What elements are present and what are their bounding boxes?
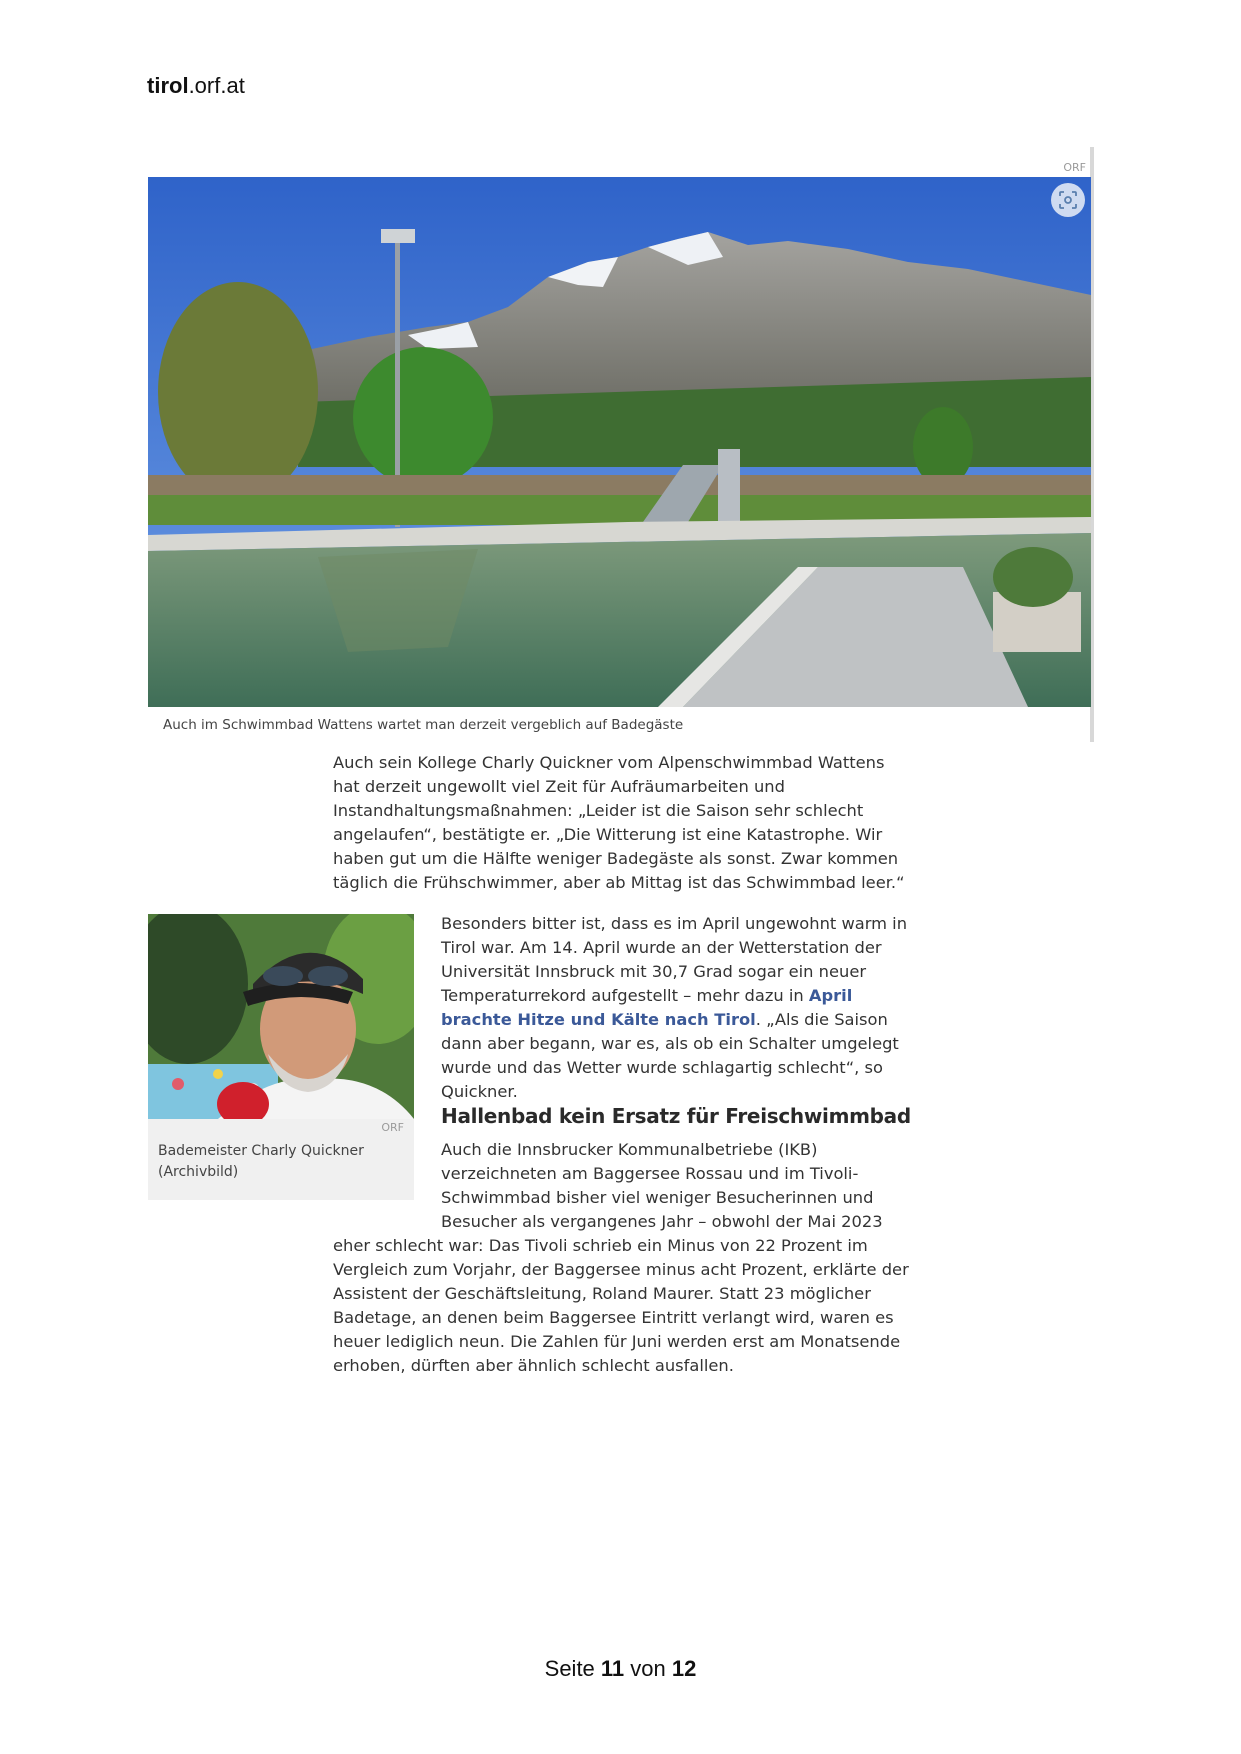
site-name-rest: .orf.at [188, 73, 245, 98]
paragraph-april-text-1: Besonders bitter ist, dass es im April ungewohnt warm in Tirol war. Am 14. April wurde an der Wetterstation der Universität Innsbruck mit 30,7 Grad sogar ein neuer Temperaturrekord aufgestellt – mehr dazu in [441, 914, 908, 1005]
paragraph-quickner-quote: Auch sein Kollege Charly Quickner vom Alpenschwimmbad Wattens hat derzeit ungewollt viel Zeit für Aufräumarbeiten und Instandhaltungsmaßnahmen: „Leider ist die Saison sehr schlecht angelaufen“, bestätigte er. „Die Witterung ist eine Katastrophe. Wir haben gut um die Hälfte weniger Badegäste als sonst. Zwar kommen täglich die Frühschwimmer, aber ab Mittag ist das Schwimmbad leer.“ [333, 753, 905, 892]
site-name[interactable] [147, 73, 245, 99]
portrait-photo-charly-quickner[interactable] [148, 914, 414, 1119]
link-april-hitze-kaelte[interactable]: April brachte Hitze und Kälte nach Tirol [441, 986, 853, 1029]
site-name-bold: tirol [147, 73, 189, 98]
zoom-button[interactable] [1051, 183, 1085, 217]
page-number-total: 12 [671, 1656, 697, 1681]
section-heading: Hallenbad kein Ersatz für Freischwimmbad [441, 1104, 911, 1128]
page-number-current: 11 [600, 1656, 625, 1681]
paragraph-april-heat [441, 912, 911, 1104]
hero-caption: Auch im Schwimmbad Wattens wartet man derzeit vergeblich auf Badegäste [163, 717, 684, 733]
hero-figure [148, 147, 1096, 742]
paragraph-ikb-figures: eher schlecht war: Das Tivoli schrieb ein Minus von 22 Prozent im Vergleich zum Vorjahr, der Baggersee minus acht Prozent, erklärte der Assistent der Geschäftsleitung, Roland Maurer. Statt 23 möglicher Badetage, an denen beim Baggersee Eintritt verlangt wird, waren es heuer lediglich neun. Die Zahlen für Juni werden erst am Monatsende erhoben, dürften aber ähnlich schlecht ausfallen. [333, 1236, 909, 1375]
portrait-caption-line1: Bademeister Charly Quickner [158, 1143, 364, 1159]
portrait-caption [158, 1141, 398, 1183]
portrait-caption-line2: (Archivbild) [158, 1164, 239, 1180]
paragraph-april-text-2: . „Als die Saison dann aber begann, war es, als ob ein Schalter umgelegt wurde und das Wetter wurde schlagartig schlecht“, so Quickner. [441, 1010, 899, 1101]
zoom-icon [1058, 190, 1078, 210]
page-number [0, 1656, 1241, 1682]
page-number-middle: von [624, 1656, 672, 1681]
paragraph-ikb-intro: Auch die Innsbrucker Kommunalbetriebe (IKB) verzeichneten am Baggersee Rossau und im Tivoli-Schwimmbad bisher viel weniger Besucherinnen und Besucher als vergangenes Jahr – obwohl der Mai 2023 [441, 1140, 883, 1231]
portrait-figure [148, 914, 414, 1200]
hero-photo-swimming-pool[interactable] [148, 177, 1091, 707]
hero-credit: ORF [1063, 161, 1086, 174]
portrait-credit: ORF [381, 1121, 404, 1134]
page-number-prefix: Seite [544, 1656, 601, 1681]
